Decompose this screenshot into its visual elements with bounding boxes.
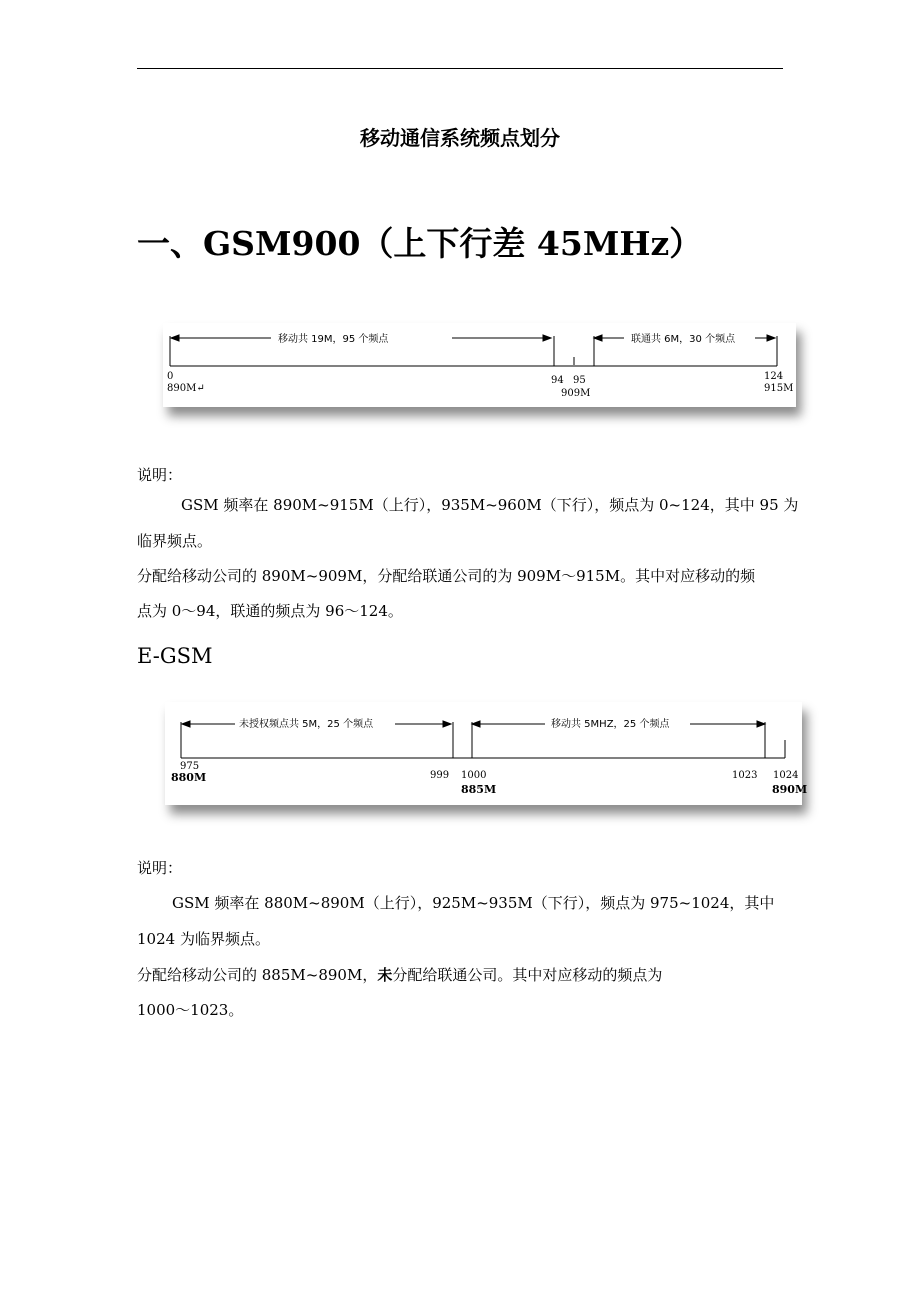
egsm-channel-diagram	[165, 702, 808, 805]
unicom-range-label: 联通共 6M，30 个频点	[631, 334, 736, 345]
tick-label-975: 975	[180, 761, 200, 772]
mobile-range-arrow-right	[543, 335, 551, 341]
note2-label: 说明：	[137, 859, 183, 877]
note2-line1: GSM 频率在 880M~890M（上行），925M~935M（下行），频点为 975~1024，其中	[172, 894, 775, 912]
note1-line1: GSM 频率在 890M~915M（上行），935M~960M（下行），频点为 0~124，其中 95 为	[181, 496, 799, 514]
tick-label-1000: 1000	[461, 770, 487, 781]
unicom-range-arrow-right	[767, 335, 775, 341]
note2-line4: 1000～1023。	[137, 1001, 244, 1019]
mobile-range-label: 移动共 19M，95 个频点	[278, 334, 389, 345]
freq-label-890-egsm: 890M	[772, 783, 808, 796]
note1-line3: 分配给移动公司的 890M~909M，分配给联通公司的为 909M～915M。其中对应移动的频	[137, 567, 756, 585]
egsm-heading: E-GSM	[137, 644, 213, 668]
unlicensed-range-arrow-left	[182, 721, 190, 727]
unlicensed-range-arrow-right	[443, 721, 451, 727]
note2-line3-bold: 未	[377, 966, 393, 984]
freq-label-880: 880M	[171, 771, 207, 784]
unlicensed-range-label: 未授权频点共 5M，25 个频点	[239, 719, 374, 730]
egsm-mobile-range-label: 移动共 5MHZ，25 个频点	[551, 719, 670, 730]
note2-line3-post: 分配给联通公司。其中对应移动的频点为	[392, 966, 663, 984]
note1-label: 说明：	[137, 466, 183, 484]
unicom-range-arrow-left	[594, 335, 602, 341]
note2-line2: 1024 为临界频点。	[137, 930, 270, 948]
freq-label-890: 890M↵	[167, 383, 205, 394]
freq-label-915: 915M	[764, 383, 794, 394]
note1-line2: 临界频点。	[137, 532, 213, 550]
egsm-mobile-range-arrow-left	[472, 721, 480, 727]
note2-line3-pre: 分配给移动公司的 885M~890M，	[137, 966, 378, 984]
freq-label-885: 885M	[461, 783, 497, 796]
tick-label-1023: 1023	[732, 770, 758, 781]
tick-label-0: 0	[167, 371, 174, 382]
header-rule	[137, 68, 783, 69]
tick-label-124: 124	[764, 371, 784, 382]
gsm900-channel-diagram	[163, 323, 796, 407]
tick-label-1024: 1024	[773, 770, 799, 781]
note1-line4: 点为 0～94，联通的频点为 96～124。	[137, 602, 403, 620]
egsm-mobile-range-arrow-right	[757, 721, 765, 727]
note2-line3	[137, 965, 662, 985]
document-title: 移动通信系统频点划分	[360, 126, 560, 150]
tick-label-999: 999	[430, 770, 450, 781]
tick-label-95: 95	[573, 375, 586, 386]
section-heading-gsm900: 一、GSM900（上下行差 45MHz）	[137, 224, 703, 263]
freq-label-909: 909M	[561, 388, 591, 399]
tick-label-94: 94	[551, 375, 564, 386]
mobile-range-arrow-left	[171, 335, 179, 341]
